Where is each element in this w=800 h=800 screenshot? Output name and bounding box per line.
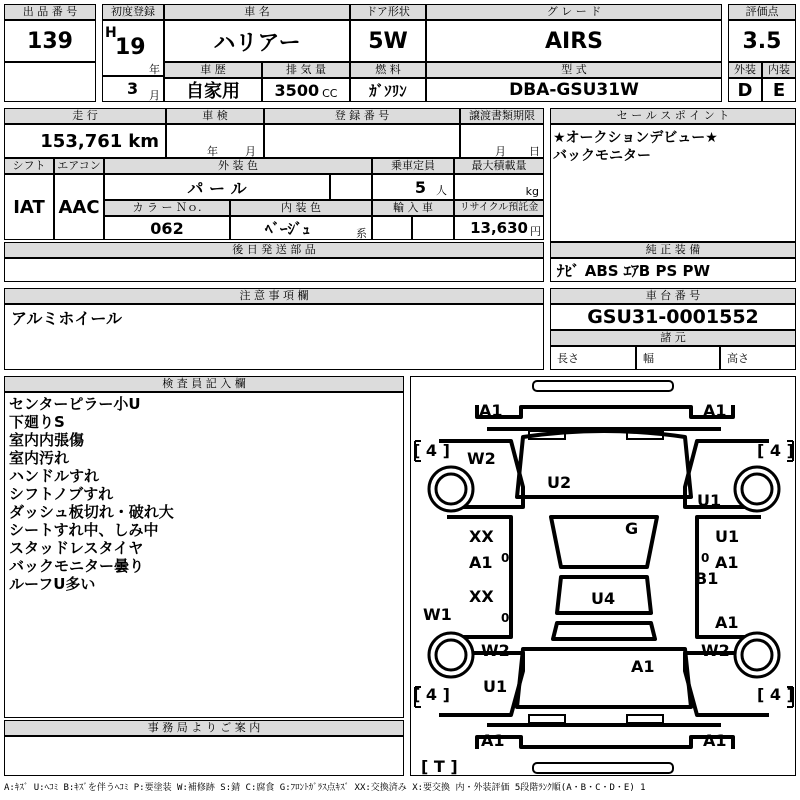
inspector-line-6: シフトノブすれ [9,485,114,503]
ac: AAC [54,174,104,240]
capacity-cell [372,174,454,200]
mileage: 153,761 [40,130,123,152]
inspector-line-1: センターピラー小U [9,395,141,413]
mark-t: [ T ] [421,757,458,776]
equipment: ﾅﾋﾞ ABS ｴｱB PS PW [550,258,796,282]
chassis-label: 車 台 番 号 [550,288,796,304]
mark-a1-right-door-2: A1 [715,613,739,632]
length-label: 長さ [550,346,636,370]
regno-label: 登 録 番 号 [264,108,460,124]
notes-label: 注 意 事 項 欄 [4,288,544,304]
era-letter: H [105,25,117,41]
score: 3.5 [728,20,796,62]
mark-tire-fl: [ 4 ] [413,441,450,460]
capacity-unit: 人 [436,184,447,197]
interior-color: ﾍﾞｰｼﾞｭ [265,220,311,238]
mark-g: G [625,519,639,538]
shift: IAT [4,174,54,240]
inspector-line-4: 室内汚れ [9,449,70,467]
mark-w2-bottom-right: W2 [701,641,730,660]
car-name: ハリアー [164,20,350,62]
car-diagram [410,376,796,776]
interior-grade: E [762,78,796,102]
transfer-cell [460,124,544,158]
mark-w2-top: W2 [467,449,496,468]
door-type: 5W [350,20,426,62]
capacity-label: 乗車定員 [372,158,454,174]
import-a [372,216,412,240]
reg-year: 19 [115,35,146,60]
specs-label: 諸 元 [550,330,796,346]
mark-b1: B1 [695,569,719,588]
mark-front-left: A1 [479,401,503,420]
interior-color-cell [230,216,372,240]
chassis-number: GSU31-0001552 [550,304,796,330]
mark-a1-left: A1 [469,553,493,572]
mark-u1-rear-left: U1 [483,677,508,696]
displacement-cell [262,78,350,102]
interior-label: 内装 [762,62,796,78]
car-name-label: 車 名 [164,4,350,20]
inspection-cell [166,124,264,158]
grade: AIRS [426,20,722,62]
mark-tire-fr: [ 4 ] [757,441,794,460]
sales-points-label: セ ー ル ス ポ イ ン ト [550,108,796,124]
mark-zero-1: 0 [501,551,510,565]
inspector-line-9: スタッドレスタイヤ [9,539,144,557]
colorno: 062 [104,216,230,240]
regno [264,124,460,158]
interior-color-unit: 系 [356,227,367,240]
mark-xx-2: XX [469,587,494,606]
mark-u1-right-door: U1 [715,527,740,546]
inspector-line-7: ダッシュ板切れ・破れ大 [9,503,174,521]
inspector-line-5: ハンドルすれ [9,467,100,485]
exterior-grade: D [728,78,762,102]
maxload-cell [454,174,544,200]
mark-tire-rr: [ 4 ] [757,685,794,704]
recycle-unit: 円 [530,225,541,238]
model-label: 型 式 [426,62,722,78]
month-unit: 月 [149,89,160,102]
height-label: 高さ [720,346,796,370]
inspector-label: 検 査 員 記 入 欄 [4,376,404,392]
door-label: ドア形状 [350,4,426,20]
mark-w1: W1 [423,605,452,624]
office-label: 事 務 局 よ り ご 案 内 [4,720,404,736]
mileage-label: 走 行 [4,108,166,124]
sales-line-1: ★オークションデビュー★ [553,130,718,146]
transfer-day-unit: 日 [529,145,540,158]
transfer-month-unit: 月 [495,145,506,158]
first-reg-label: 初度登録 [102,4,164,20]
color-blank [330,174,372,200]
mark-w2-bottom-left: W2 [481,641,510,660]
notes-cell [4,304,544,370]
shift-label: シフト [4,158,54,174]
mark-zero-2: 0 [701,551,710,565]
capacity: 5 [414,177,426,197]
later-parts [4,258,544,282]
mark-rear-left: A1 [481,731,505,750]
width-label: 幅 [636,346,720,370]
displacement-unit: CC [322,86,338,100]
mileage-cell [4,124,166,158]
mark-rear-right: A1 [703,731,727,750]
mileage-unit: km [128,130,159,152]
inspector-line-3: 室内内張傷 [9,431,85,449]
fuel-label: 燃 料 [350,62,426,78]
sales-line-2: バックモニター [553,148,651,164]
fuel: ｶﾞｿﾘﾝ [350,78,426,102]
model-code: DBA-GSU31W [426,78,722,102]
mark-u1-fr: U1 [697,491,722,510]
car-outline [411,377,796,776]
inspector-line-11: ルーフU多い [9,575,96,593]
color-label: 外 装 色 [104,158,372,174]
lot-number: 139 [4,20,96,62]
exterior-label: 外装 [728,62,762,78]
mark-a1-right-door: A1 [715,553,739,572]
lot-blank [4,62,96,102]
displacement: 3500 [274,80,320,100]
mark-a1-rear: A1 [631,657,655,676]
mark-u2: U2 [547,473,572,492]
equipment-label: 純 正 装 備 [550,242,796,258]
year-unit: 年 [149,63,160,76]
grade-label: グ レ ー ド [426,4,722,20]
inspector-line-10: バックモニター曇り [9,557,145,575]
displacement-label: 排 気 量 [262,62,350,78]
notes: アルミホイール [11,309,123,328]
mark-zero-3: 0 [501,611,510,625]
sales-points [550,124,796,242]
first-reg-year-cell [102,20,164,76]
inspection-label: 車 検 [166,108,264,124]
score-label: 評価点 [728,4,796,20]
ac-label: エアコン [54,158,104,174]
inspection-year-unit: 年 [207,145,218,158]
mark-tire-rl: [ 4 ] [413,685,450,704]
recycle-label: リサイクル預託金 [454,200,544,216]
inspection-month-unit: 月 [245,145,256,158]
inspector-notes [4,392,404,718]
mark-xx-1: XX [469,527,494,546]
mark-front-right: A1 [703,401,727,420]
maxload-unit: kg [525,185,539,198]
import-b [412,216,454,240]
transfer-label: 譲渡書類期限 [460,108,544,124]
interior-color-label: 内 装 色 [230,200,372,216]
colorno-label: カ ラ ー Ｎｏ. [104,200,230,216]
maxload-label: 最大積載量 [454,158,544,174]
history-label: 車 歴 [164,62,262,78]
mark-u4: U4 [591,589,616,608]
reg-month: 3 [127,79,139,98]
office-notes [4,736,404,776]
recycle-cell [454,216,544,240]
lot-number-label: 出 品 番 号 [4,4,96,20]
first-reg-month-cell [102,76,164,102]
history: 自家用 [164,78,262,102]
inspector-line-2: 下廻りS [9,413,65,431]
later-parts-label: 後 日 発 送 部 品 [4,242,544,258]
damage-legend: A:ｷｽﾞ U:ﾍｺﾐ B:ｷｽﾞを伴うﾍｺﾐ P:要塗装 W:補修跡 S:錆 C:腐食 G:ﾌﾛﾝﾄｶﾞﾗｽ点ｷｽﾞ XX:交換済み X:要交換 内・外装評価 5段階ﾗﾝｸ順(A・B・C・D・E) 1 [4,783,646,793]
inspector-line-8: シートすれ中、しみ中 [9,521,159,539]
recycle: 13,630 [470,219,528,237]
color: パ ー ル [104,174,330,200]
import-label: 輸 入 車 [372,200,454,216]
